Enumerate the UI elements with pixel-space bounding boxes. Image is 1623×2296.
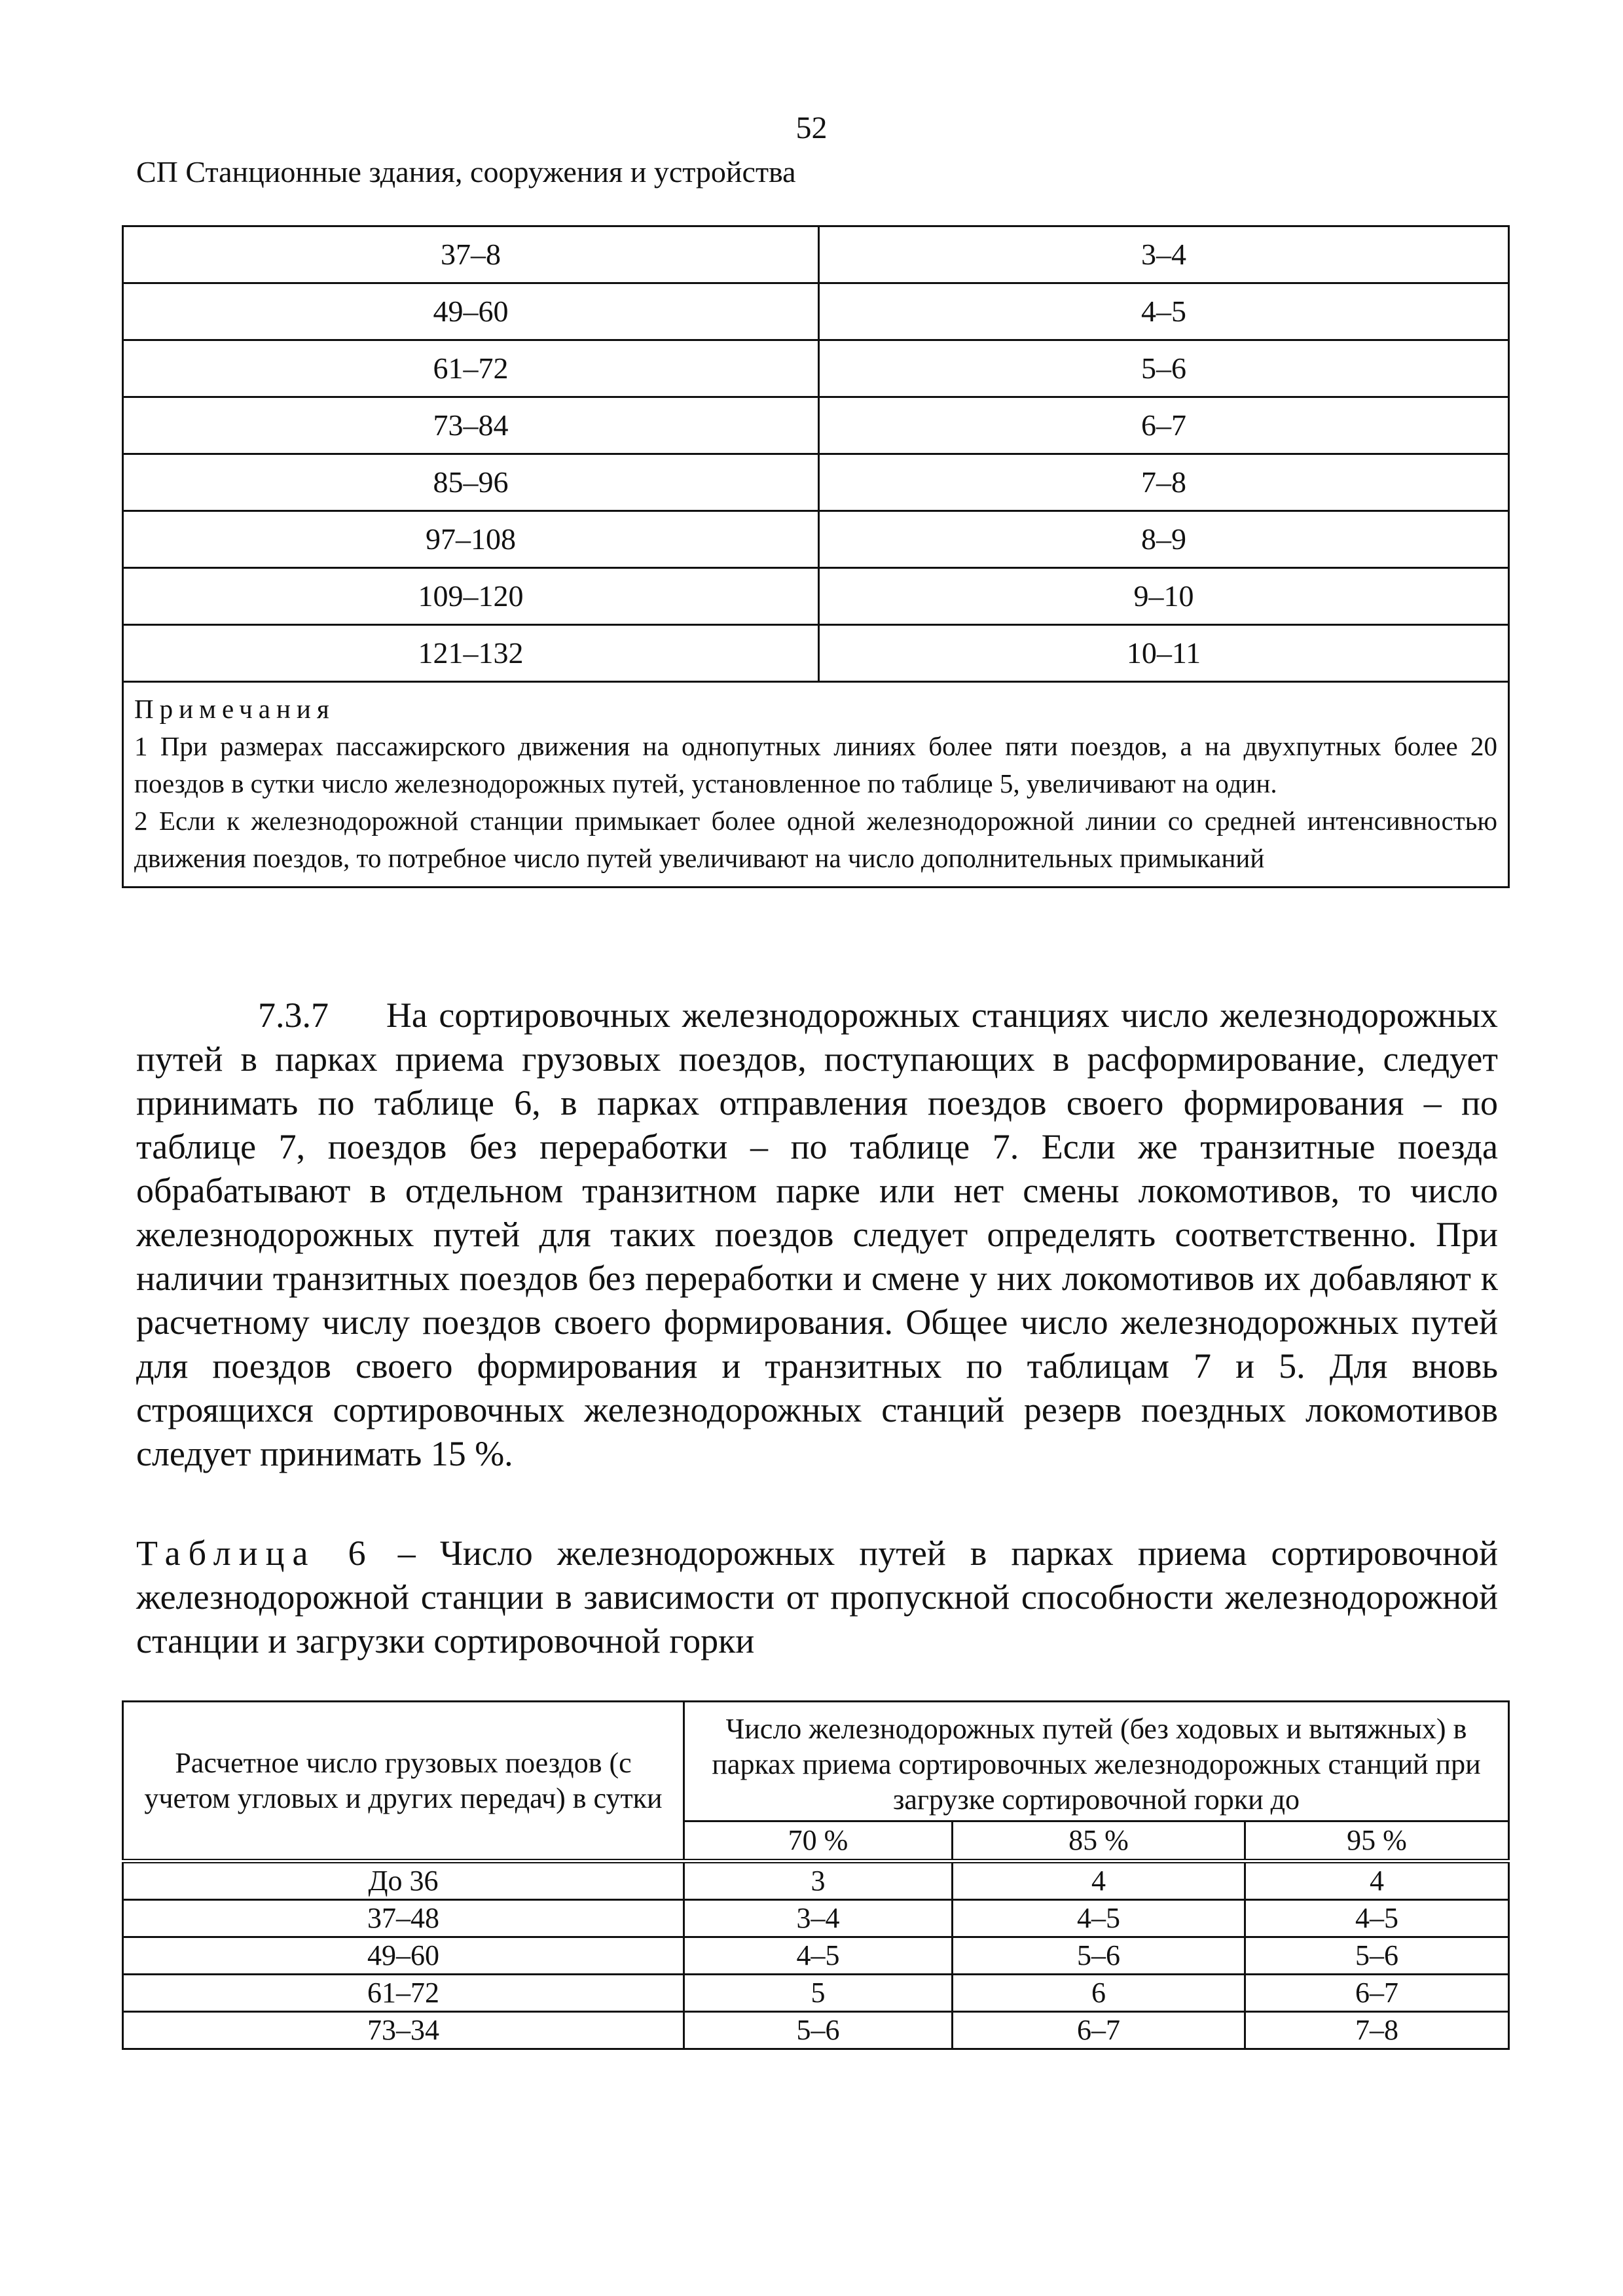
column-header: 70 % — [684, 1821, 953, 1861]
page-number: 52 — [795, 111, 828, 145]
notes-cell — [123, 682, 1509, 888]
table-cell: 10–11 — [819, 625, 1509, 682]
running-header: СП Станционные здания, сооружения и устройства — [136, 155, 796, 188]
table-cell: 3–4 — [684, 1900, 953, 1937]
table-cell: 5–6 — [684, 2012, 953, 2049]
notes-heading: Примечания — [134, 694, 335, 724]
table-cell: 73–84 — [123, 397, 819, 454]
table-row — [123, 397, 1509, 454]
table-row — [123, 2012, 1509, 2049]
table-cell: 7–8 — [819, 454, 1509, 511]
table-cell: 109–120 — [123, 568, 819, 625]
table-row — [123, 1975, 1509, 2012]
header-row — [123, 1702, 1509, 1821]
table-cell: 6–7 — [953, 2012, 1245, 2049]
table-cell: 6 — [953, 1975, 1245, 2012]
table-cell: 3–4 — [819, 226, 1509, 283]
table-cell: 61–72 — [123, 1975, 684, 2012]
table-row — [123, 340, 1509, 397]
section-text: На сортировочных железнодорожных станциях число железнодорожных путей в парках приема грузовых поездов, поступающих в расформирование, следует принимать по таблице 6, в парках отправления поездов своего формирования – по таблице 7, поездов без переработки – по таблице 7. Если же транзитные поезда обрабатывают в отдельном транзитном парке или нет смены локомотивов, то число железнодорожных путей для таких поездов следует определять соответственно. При наличии транзитных поездов без переработки и смене у них локомотивов их добавляют к расчетному числу поездов своего формирования. Общее число железнодорожных путей для поездов своего формирования и транзитных по таблицам 7 и 5. Для вновь строящихся сортировочных железнодорожных станций резерв поездных локомотивов следует принимать 15 %. — [136, 996, 1498, 1473]
notes-row — [123, 682, 1509, 888]
table-cell: 5–6 — [819, 340, 1509, 397]
table-5-continuation — [122, 225, 1510, 888]
table-row — [123, 226, 1509, 283]
table-row — [123, 511, 1509, 568]
table-cell: 3 — [684, 1861, 953, 1900]
table-cell: 121–132 — [123, 625, 819, 682]
table-cell: 97–108 — [123, 511, 819, 568]
table-cell: До 36 — [123, 1861, 684, 1900]
table-cell: 4–5 — [819, 283, 1509, 340]
table-cell: 6–7 — [819, 397, 1509, 454]
column-header: 85 % — [953, 1821, 1245, 1861]
table-row — [123, 1937, 1509, 1975]
table-row — [123, 283, 1509, 340]
table-cell: 4 — [953, 1861, 1245, 1900]
table-cell: 61–72 — [123, 340, 819, 397]
table-row — [123, 568, 1509, 625]
table-cell: 37–8 — [123, 226, 819, 283]
table-cell: 5 — [684, 1975, 953, 2012]
table-6-caption — [136, 1532, 1498, 1663]
table-cell: 9–10 — [819, 568, 1509, 625]
caption-text: – Число железнодорожных путей в парках приема сортировочной железнодорожной станции в зависимости от пропускной способности железнодорожной станции и загрузки сортировочной горки — [136, 1534, 1498, 1660]
caption-label: Таблица 6 — [136, 1534, 374, 1573]
table-cell: 8–9 — [819, 511, 1509, 568]
section-number: 7.3.7 — [258, 996, 329, 1035]
table-cell: 49–60 — [123, 1937, 684, 1975]
table-cell: 85–96 — [123, 454, 819, 511]
table-row — [123, 1900, 1509, 1937]
table-cell: 49–60 — [123, 283, 819, 340]
table-cell: 6–7 — [1245, 1975, 1509, 2012]
table-cell: 4–5 — [1245, 1900, 1509, 1937]
table-row — [123, 625, 1509, 682]
group-header: Число железнодорожных путей (без ходовых и вытяжных) в парках приема сортировочных железнодорожных станций при загрузке сортировочной горки до — [684, 1702, 1509, 1821]
table-cell: 4–5 — [684, 1937, 953, 1975]
table-row — [123, 1861, 1509, 1900]
table-cell: 37–48 — [123, 1900, 684, 1937]
table-cell: 7–8 — [1245, 2012, 1509, 2049]
stub-header: Расчетное число грузовых поездов (с учетом угловых и других передач) в сутки — [123, 1702, 684, 1861]
table-6 — [122, 1700, 1510, 2050]
section-paragraph — [136, 994, 1498, 1476]
table-cell: 5–6 — [953, 1937, 1245, 1975]
table-cell: 5–6 — [1245, 1937, 1509, 1975]
table-cell: 4 — [1245, 1861, 1509, 1900]
table-row — [123, 454, 1509, 511]
table-cell: 73–34 — [123, 2012, 684, 2049]
table-cell: 4–5 — [953, 1900, 1245, 1937]
note-2: 2 Если к железнодорожной станции примыкает более одной железнодорожной линии со средней интенсивностью движения поездов, то потребное число путей увеличивают на число дополнительных примыканий — [134, 806, 1497, 873]
note-1: 1 При размерах пассажирского движения на однопутных линиях более пяти поездов, а на двухпутных более 20 поездов в сутки число железнодорожных путей, установленное по таблице 5, увеличивают на один. — [134, 731, 1497, 798]
column-header: 95 % — [1245, 1821, 1509, 1861]
